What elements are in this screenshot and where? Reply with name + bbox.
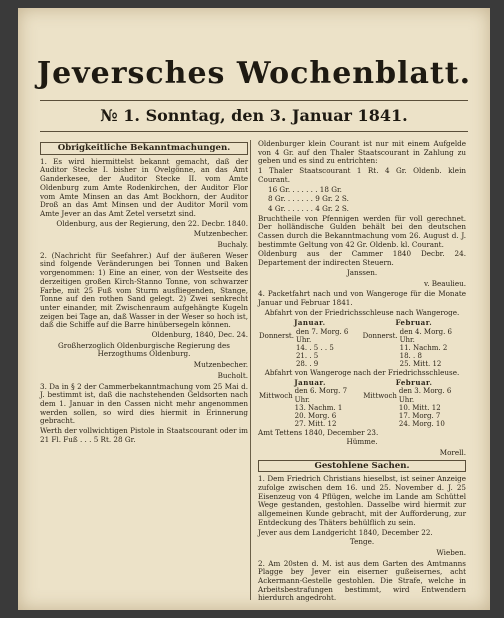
table-cell [362, 344, 399, 352]
signature-initial: Buchaly. [217, 240, 248, 250]
rate-line: 1 Thaler Staatscourant 1 Rt. 4 Gr. Oldenb. klein Courant. [258, 166, 466, 184]
month-header: Februar. [395, 318, 433, 328]
table-cell [258, 344, 295, 352]
table-cell [258, 412, 294, 420]
right-column [258, 140, 466, 604]
paragraph: 1. Dem Friedrich Christians hieselbst, ist seiner Anzeige zufolge zwischen dem 16. und 25. November d. J. 25 Eisenzeug von 4 Pflügen, welche im Lande am Schüttel Wege gestanden, gestohlen. Dasselbe wird hiermit zur allgemeinen Kunde gebracht, mit der Aufforderung, zur Entdeckung des Thäters behülflich zu sein. [258, 474, 466, 527]
paragraph: Werth der vollwichtigen Pistole in Staatscourant oder im 21 Fl. Fuß . . . 5 Rt. 28 Gr. [40, 426, 248, 444]
table-cell: Mittwoch [363, 391, 397, 400]
signature-date: Oldenburg aus der Cammer 1840 Decbr. 24. Departement der indirecten Steuern. [258, 249, 466, 268]
table-cell: 27. Mitt. 12 [294, 420, 337, 429]
signature-date: Jever aus dem Landgericht 1840, December 22. [258, 527, 433, 537]
paragraph: 2. Am 20sten d. M. ist aus dem Garten des Amtmanns Plagge bey Jever ein eiserner gußeisernes, acht Ackermann-Gestelle gestohlen. Die Strafe, welche in Arbeitsbestrafungen bestimmt, wird Entwendern hierdurch angedroht. [258, 558, 466, 603]
signature-name: Mutzenbecher. [193, 229, 248, 239]
paragraph: 1. Es wird hiermittelst bekannt gemacht, daß der Auditor Stecke I. bisher in Ovelgönne, an das Amt Ganderkesee, der Auditor Stecke II. vom Amte Oldenburg zum Amte Rodenkirchen, der Auditor Flor vom Amte Minsen an das Amt Bockhorn, der Auditor Droß an das Amt Minsen und der Auditor Moril vom Amte Jever an das Amt Zetel versetzt sind. [40, 156, 248, 218]
schedule-table-1 [258, 319, 466, 368]
month-header: Januar. [294, 378, 326, 388]
masthead-title: Jeversches Wochenblatt. [36, 56, 472, 91]
rate-line: 16 Gr. . . . . . . 18 Gr. [268, 184, 342, 194]
schedule-table-2 [258, 379, 466, 428]
table-cell [362, 412, 398, 420]
paragraph: 2. (Nachricht für Seefahrer.) Auf der äußeren Weser sind folgende Veränderungen bei Tonnen und Baken vorgenommen: 1) Eine an einer, von der Westseite des derzeitigen großen Kirch-Stanno Tonne, von schwarzer Farbe, mit 25 Fuß vom Sturm ausfliegenden, Stange, Tonne auf den rothen Sand gelegt. 2) Zwei senkrecht unter einander, mit Zwischenraum aufgehängte Kugeln zeigen bei Tage an, daß Wasser in der Weser so hoch ist, daß die Schiffe auf die Barre hinübersegeln können. [40, 250, 248, 330]
issue-line: № 1. Sonntag, den 3. Januar 1841. [100, 106, 408, 125]
table-row [258, 412, 466, 420]
schedule-heading: Abfahrt von der Friedrichsschleuse nach Wangeroge. [264, 307, 460, 317]
table-row [258, 344, 466, 352]
signature-name: Mutzenbecher. [193, 360, 248, 370]
paragraph: 3. Da in § 2 der Cammerbekanntmachung vom 25 Mai d. J. bestimmt ist, daß die nachstehenden Geldsorten nach dem 1. Januar in den Cassen nicht mehr angenommen werden sollen, so wird dies hiermit in Erinnerung gebracht. [40, 381, 248, 426]
paragraph: Oldenburger klein Courant ist nur mit einem Aufgelde von 4 Gr. auf den Thaler Staatscourant in Zahlung zu geben und es sind zu entrichten: [258, 139, 466, 166]
table-cell: 14. . 5 . . 5 [295, 343, 334, 352]
signature-name: Hümme. [346, 437, 378, 447]
signature-date: Amt Tettens 1840, December 23. [258, 427, 379, 437]
month-header: Januar. [294, 318, 326, 328]
month-header: Februar. [395, 378, 433, 388]
schedule-heading: Abfahrt von Wangeroge nach der Friedrichsschleuse. [264, 367, 460, 377]
table-cell [258, 404, 294, 412]
table-cell: den 3. Morg. 6 Uhr. [398, 387, 452, 404]
signature-initial: Bucholt. [217, 370, 248, 380]
table-cell: 24. Morg. 10 [398, 420, 445, 429]
signature-date: Oldenburg, aus der Regierung, den 22. Decbr. 1840. [56, 218, 248, 228]
table-cell: den 4. Morg. 6 Uhr. [399, 327, 453, 344]
table-cell: 11. Nachm. 2 [399, 343, 448, 352]
table-cell: Donnerst. [362, 331, 398, 340]
column-divider [250, 140, 251, 600]
section-heading: Obrigkeitliche Bekanntmachungen. [40, 142, 248, 155]
table-cell [258, 352, 295, 360]
authority: Großherzoglich Oldenburgische Regierung des Herzogthums Oldenburg. [58, 340, 230, 359]
table-cell: Mittwoch [259, 391, 293, 400]
table-cell: 20. Morg. 6 [294, 412, 337, 421]
rate-line: 4 Gr. . . . . . . 4 Gr. 2 S. [268, 203, 349, 213]
table-cell: den 6. Morg. 7 Uhr. [294, 387, 348, 404]
table-cell: 21. . 5 [295, 352, 319, 361]
signature-initial: Morell. [439, 447, 466, 457]
table-row [258, 404, 466, 412]
signature-name: Janssen. [346, 267, 378, 277]
signature-date: Oldenburg, 1840, Dec. 24. [151, 330, 248, 340]
table-cell: 10. Mitt. 12 [398, 403, 441, 412]
table-cell: den 7. Morg. 6 Uhr. [295, 327, 349, 344]
signature-name: Tenge. [349, 537, 375, 547]
table-row [258, 387, 466, 403]
rate-line: 8 Gr. . . . . . . 9 Gr. 2 S. [268, 194, 349, 204]
table-cell [362, 404, 398, 412]
paragraph: Bruchtheile von Pfennigen werden für voll gerechnet. Der holländische Gulden behält bei den deutschen Cassen durch die Bekanntmachung vom 26. August d. J. bestimmte Geltung von 42 Gr. Oldenb. kl. Courant. [258, 213, 466, 249]
table-row [258, 328, 466, 344]
table-cell: 25. Mitt. 12 [399, 360, 442, 369]
newspaper-page [18, 8, 490, 610]
signature-initial: v. Beaulieu. [424, 278, 466, 288]
table-cell [362, 352, 399, 360]
table-cell: 13. Nachm. 1 [294, 403, 343, 412]
table-cell: Donnerst. [259, 331, 294, 340]
table-cell: 18. . 8 [399, 352, 422, 361]
table-row [258, 352, 466, 360]
issue-rule [40, 131, 468, 132]
masthead-rule [40, 100, 468, 101]
left-column [40, 140, 248, 446]
table-cell: 17. Morg. 7 [398, 412, 441, 421]
table-cell: 28. . 9 [295, 360, 319, 369]
section-heading: Gestohlene Sachen. [258, 460, 466, 473]
signature-initial: Wieben. [436, 547, 466, 557]
paragraph: 4. Packetfahrt nach und von Wangeroge für die Monate Januar und Februar 1841. [258, 289, 466, 307]
